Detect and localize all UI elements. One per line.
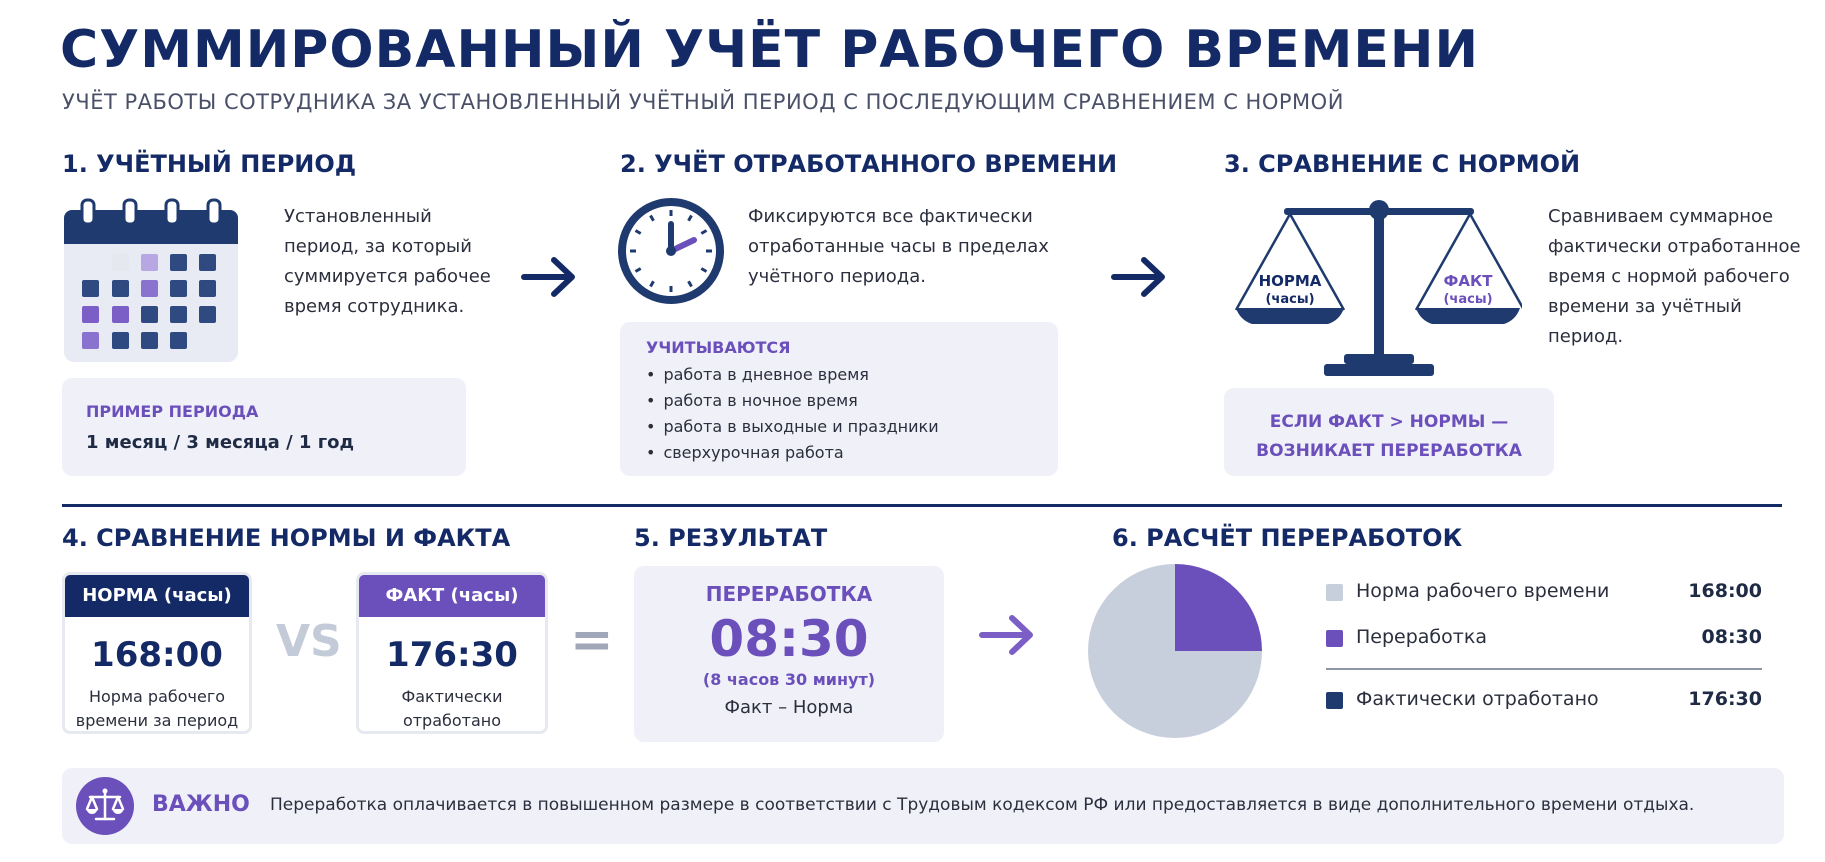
overtime-condition-panel [1224, 388, 1554, 476]
period-example-value: 1 месяц / 3 месяца / 1 год [86, 432, 355, 453]
important-note-panel [62, 768, 1784, 844]
legend-row: Фактически отработано 176:30 [1326, 686, 1762, 716]
fact-card-header: ФАКТ (часы) [359, 575, 545, 617]
fact-card-desc: Фактически отработано [401, 687, 503, 730]
overtime-detail: (8 часов 30 минут) [702, 670, 876, 689]
scales-icon [1232, 196, 1522, 382]
overtime-condition-line: ВОЗНИКАЕТ ПЕРЕРАБОТКА [1256, 441, 1522, 461]
list-item: • сверхурочная работа [646, 440, 939, 466]
scale-fact-label: ФАКТ [1443, 272, 1493, 290]
clock-icon [616, 196, 726, 311]
counted-work-panel [620, 322, 1058, 476]
counted-work-list [646, 362, 939, 466]
norm-card-value: 168:00 [91, 635, 223, 675]
section-divider [62, 504, 1782, 507]
fact-card [356, 572, 548, 734]
page-title: СУММИРОВАННЫЙ УЧЁТ РАБОЧЕГО ВРЕМЕНИ [60, 20, 1479, 80]
section6-heading: 6. РАСЧЁТ ПЕРЕРАБОТОК [1112, 524, 1463, 552]
legend-row: Норма рабочего времени 168:00 [1326, 578, 1762, 608]
legend-row: Переработка 08:30 [1326, 624, 1762, 654]
section1-text: Установленный период, за который суммируется рабочее время сотрудника. [284, 206, 491, 317]
norm-card-header: НОРМА (часы) [65, 575, 249, 617]
section3-heading: 3. СРАВНЕНИЕ С НОРМОЙ [1224, 150, 1581, 178]
overtime-pie-chart [1086, 562, 1264, 740]
pie-slice-overtime [1175, 564, 1262, 651]
vs-label: VS [276, 616, 342, 667]
overtime-label: ПЕРЕРАБОТКА [705, 582, 873, 606]
period-example-panel [62, 378, 466, 476]
list-item: • работа в дневное время [646, 362, 939, 388]
norm-card [62, 572, 252, 734]
overtime-condition-line: ЕСЛИ ФАКТ > НОРМЫ — [1269, 412, 1509, 432]
calendar-icon [62, 196, 240, 366]
legend-swatch [1326, 692, 1343, 709]
list-item: • работа в ночное время [646, 388, 939, 414]
important-text: Переработка оплачивается в повышенном размере в соответствии с Трудовым кодексом РФ или предоставляется в виде дополнительного времени отдыха. [270, 795, 1695, 815]
scale-fact-sub: (часы) [1443, 292, 1493, 307]
list-item: • работа в выходные и праздники [646, 414, 939, 440]
scale-norm-sub: (часы) [1265, 292, 1315, 307]
section2-text: Фиксируются все фактически отработанные часы в пределах учётного периода. [748, 206, 1049, 287]
overtime-formula: Факт – Норма [724, 697, 854, 718]
legend-swatch [1326, 584, 1343, 601]
section3-text: Сравниваем суммарное фактически отработанное время с нормой рабочего времени за учётный период. [1548, 206, 1801, 347]
arrow-right-icon [978, 612, 1038, 663]
section2-heading: 2. УЧЁТ ОТРАБОТАННОГО ВРЕМЕНИ [620, 150, 1118, 178]
section4-heading: 4. СРАВНЕНИЕ НОРМЫ И ФАКТА [62, 524, 511, 552]
legend-swatch [1326, 630, 1343, 647]
legend-divider [1326, 668, 1762, 670]
result-panel [634, 566, 944, 742]
period-example-label: ПРИМЕР ПЕРИОДА [86, 402, 259, 421]
important-label: ВАЖНО [152, 792, 250, 817]
arrow-right-icon [1110, 254, 1170, 305]
overtime-value: 08:30 [709, 610, 869, 668]
section1-heading: 1. УЧЁТНЫЙ ПЕРИОД [62, 150, 357, 178]
scales-icon [76, 777, 134, 835]
scale-norm-label: НОРМА [1258, 272, 1322, 290]
fact-card-value: 176:30 [386, 635, 518, 675]
equals-sign: = [570, 610, 614, 670]
counted-work-label: УЧИТЫВАЮТСЯ [646, 338, 791, 357]
arrow-right-icon [520, 254, 580, 305]
page-subtitle: УЧЁТ РАБОТЫ СОТРУДНИКА ЗА УСТАНОВЛЕННЫЙ УЧЁТНЫЙ ПЕРИОД С ПОСЛЕДУЮЩИМ СРАВНЕНИЕМ С НОРМОЙ [62, 90, 1344, 114]
norm-card-desc: Норма рабочего времени за период [75, 687, 239, 730]
section5-heading: 5. РЕЗУЛЬТАТ [634, 524, 828, 552]
